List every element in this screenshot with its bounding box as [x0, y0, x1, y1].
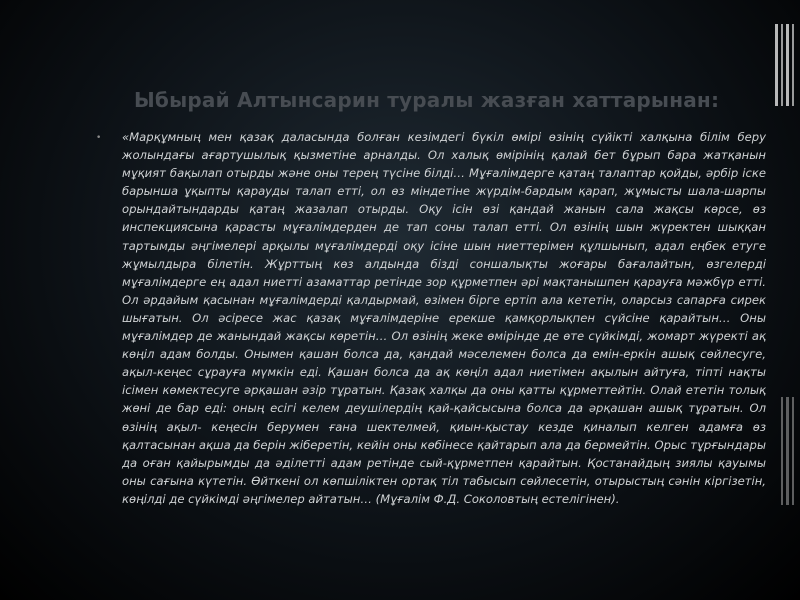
stripe: [786, 397, 789, 505]
bullet-icon: •: [96, 133, 102, 143]
slide-title: Ыбырай Алтынсарин туралы жазған хаттарынан:: [134, 88, 720, 112]
stripe: [792, 24, 794, 106]
stripe: [792, 397, 794, 505]
stripe: [781, 24, 783, 106]
stripe: [786, 24, 789, 106]
stripe: [775, 24, 778, 106]
decorative-stripes-bottom: [770, 397, 800, 505]
slide-body-text: «Марқұмның мен қазақ даласында болған кезімдегі бүкіл өмірі өзінің сүйікті халқына білім беру жолындағы ағартушылық қызметіне арналды. Ол халық өмірінің қалай бет бұрып бара жатқанын мұқият бақылап отырды және оны терең түсіне білді… Мұғалімдерге қатаң талаптар қойды, әрбір іске барынша ұқыпты қарауды талап етті, ол өз міндетіне жүрдім-бардым қарап, жұмысты шала-шарпы орындайтындарды қатаң жазалап отырды. Оқу ісін өзі қандай жанын сала жақсы көрсе, өз инспекциясына қарасты мұғалімдерден де тап соны талап етті. Ол өзінің шын жүректен шыққан тартымды әңгімелері арқылы мұғалімдерді оқу ісіне шын ниеттерімен құлшынып, адал еңбек етуге жұмылдыра білетін. Жұрттың көз алдында бізді соншалықты жоғары бағалайтын, өзгелерді мұғалімдерге ең адал ниетті азаматтар ретінде зор құрметпен әрі мақтанышпен қарауға мәжбүр етті. Ол әрдайым қасынан мұғалімдерді қалдырмай, өзімен бірге ертіп ала кететін, оларсыз сапарға сирек шығатын. Ол әсіресе жас қазақ мұғалімдеріне ерекше қамқорлықпен сүйсіне қарайтын… Оны мұғалімдер де жанындай жақсы көретін… Ол өзінің жеке өмірінде де өте сүйкімді, жомарт жүректі ақ көңіл адам болды. Онымен қашан болса да, қандай мәселемен болса да емін-еркін ашық сөйлесуге, ақыл-кеңес сұрауға мүмкін еді. Қашан болса да ақ көңіл адал ниетімен ақылын айтуға, тіпті нақты ісімен көмектесуге әрқашан әзір тұратын. Қазақ халқы да оны қатты құрметтейтін. Олай ететін толық жөні де бар еді: оның есігі келем деушілердің қай-қайсысына болса да әрқашан ашық тұратын. Ол өзінің ақыл- кеңесін берумен ғана шектелмей, қиын-қыстау кезде қиналып келген адамға өз қалтасынан ақша да берін жіберетін, кейін оны көбінесе қайтарып ала да бермейтін. Орыс тұрғындары да оған қайырымды да әділетті адам ретінде сый-құрметпен қарайтын. Қостанайдың зиялы қауымы оны сағына күтетін. Өйткені ол көпшіліктен ортақ тіл табысып сөйлесетін, отырыстың сәнін кіргізетін, көңілді де сүйкімді әңгімелер айтатын… (Мұғалім Ф.Д. Соколовтың естелігінен).: [122, 130, 766, 506]
decorative-stripes-top: [770, 24, 800, 106]
stripe: [781, 397, 783, 505]
